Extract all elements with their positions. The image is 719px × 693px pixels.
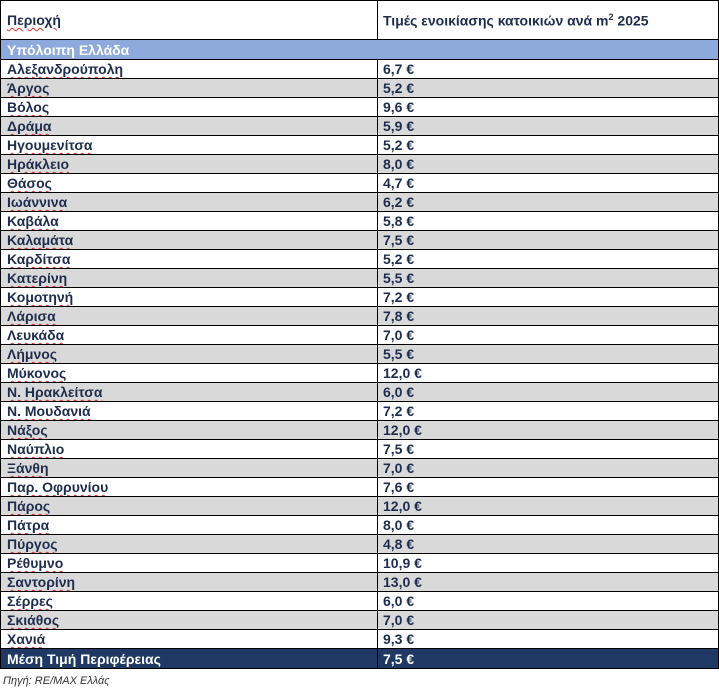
region-name: Ν. Μουδανιά: [7, 403, 91, 419]
table-row: [1, 516, 719, 535]
region-name: Κομοτηνή: [7, 289, 74, 305]
region-name: Ν. Ηρακλείτσα: [7, 384, 103, 400]
region-name: Ναύπλιο: [7, 441, 65, 457]
price-cell[interactable]: [378, 307, 719, 326]
header-price-sup: 2: [608, 11, 614, 22]
price-cell[interactable]: [378, 573, 719, 592]
price-value: 5,5 €: [383, 346, 415, 362]
price-cell[interactable]: [378, 174, 719, 193]
table-row: [1, 554, 719, 573]
region-name: Παρ. Οφρυνίου: [7, 479, 109, 495]
region-name: Καλαμάτα: [7, 232, 74, 248]
price-value: 7,5 €: [383, 232, 415, 248]
region-name: Ηγουμενίτσα: [7, 137, 93, 153]
table-row: [1, 307, 719, 326]
table-row: [1, 440, 719, 459]
table-row: [1, 250, 719, 269]
price-value: 12,0 €: [383, 498, 422, 514]
table-row: [1, 231, 719, 250]
price-cell[interactable]: [378, 535, 719, 554]
region-name: Λευκάδα: [7, 327, 65, 343]
table-row: [1, 573, 719, 592]
table-row: [1, 611, 719, 630]
region-cell[interactable]: [1, 459, 378, 478]
price-cell[interactable]: [378, 592, 719, 611]
price-cell[interactable]: [378, 98, 719, 117]
table-row: [1, 478, 719, 497]
table-row: [1, 155, 719, 174]
average-label-cell[interactable]: [1, 649, 378, 669]
region-name: Δράμα: [7, 118, 52, 134]
price-value: 7,2 €: [383, 403, 415, 419]
region-cell[interactable]: [1, 345, 378, 364]
price-value: 7,0 €: [383, 460, 415, 476]
price-cell[interactable]: [378, 60, 719, 79]
table-row: [1, 402, 719, 421]
header-region[interactable]: [1, 1, 378, 40]
region-cell[interactable]: [1, 98, 378, 117]
price-cell[interactable]: [378, 611, 719, 630]
table-row: [1, 630, 719, 649]
region-cell[interactable]: [1, 136, 378, 155]
region-name: Σέρρες: [7, 593, 53, 609]
region-cell[interactable]: [1, 478, 378, 497]
region-name: Καβάλα: [7, 213, 59, 229]
price-value: 6,2 €: [383, 194, 415, 210]
price-value: 8,0 €: [383, 156, 415, 172]
average-price: 7,5 €: [383, 650, 415, 667]
price-value: 5,9 €: [383, 118, 415, 134]
region-cell[interactable]: [1, 421, 378, 440]
section-title-cell[interactable]: [1, 40, 719, 60]
table-row: [1, 383, 719, 402]
price-value: 10,9 €: [383, 555, 422, 571]
price-value: 5,2 €: [383, 137, 415, 153]
price-value: 5,8 €: [383, 213, 415, 229]
region-cell[interactable]: [1, 155, 378, 174]
region-name: Χανιά: [7, 631, 46, 647]
average-label: Μέση Τιμή Περιφέρειας: [7, 650, 161, 667]
price-cell[interactable]: [378, 383, 719, 402]
table-row: [1, 117, 719, 136]
price-value: 7,0 €: [383, 327, 415, 343]
table-row: [1, 269, 719, 288]
price-cell[interactable]: [378, 250, 719, 269]
price-cell[interactable]: [378, 459, 719, 478]
price-value: 9,3 €: [383, 631, 415, 647]
region-cell[interactable]: [1, 440, 378, 459]
price-value: 7,2 €: [383, 289, 415, 305]
price-cell[interactable]: [378, 326, 719, 345]
region-name: Ηράκλειο: [7, 156, 70, 172]
header-price[interactable]: [378, 1, 719, 40]
table-row: [1, 459, 719, 478]
region-cell[interactable]: [1, 573, 378, 592]
price-value: 8,0 €: [383, 517, 415, 533]
region-cell[interactable]: [1, 497, 378, 516]
price-value: 4,8 €: [383, 536, 415, 552]
average-row: [1, 649, 719, 669]
price-cell[interactable]: [378, 421, 719, 440]
table-row: [1, 535, 719, 554]
price-cell[interactable]: [378, 402, 719, 421]
region-name: Νάξος: [7, 422, 48, 438]
section-row: [1, 40, 719, 60]
table-row: [1, 288, 719, 307]
region-name: Θάσος: [7, 175, 52, 191]
header-price-label: Τιμές ενοικίασης κατοικιών ανά m: [383, 12, 609, 29]
header-region-label: Περιοχή: [7, 12, 61, 28]
price-cell[interactable]: [378, 288, 719, 307]
price-value: 7,5 €: [383, 441, 415, 457]
price-cell[interactable]: [378, 554, 719, 573]
table-row: [1, 212, 719, 231]
price-value: 7,8 €: [383, 308, 415, 324]
table-row: [1, 364, 719, 383]
region-cell[interactable]: [1, 516, 378, 535]
price-cell[interactable]: [378, 212, 719, 231]
region-name: Πύργος: [7, 536, 58, 552]
price-value: 4,7 €: [383, 175, 415, 191]
region-name: Ιωάννινα: [7, 194, 68, 210]
region-cell[interactable]: [1, 554, 378, 573]
table-row: [1, 174, 719, 193]
region-cell[interactable]: [1, 364, 378, 383]
region-name: Σαντορίνη: [7, 574, 76, 590]
region-cell[interactable]: [1, 231, 378, 250]
source-note: Πηγή: RE/MAX Ελλάς: [3, 675, 110, 687]
table-row: [1, 592, 719, 611]
region-cell[interactable]: [1, 383, 378, 402]
region-cell[interactable]: [1, 193, 378, 212]
region-cell[interactable]: [1, 326, 378, 345]
region-name: Πάτρα: [7, 517, 50, 533]
price-value: 5,5 €: [383, 270, 415, 286]
price-cell[interactable]: [378, 440, 719, 459]
price-cell[interactable]: [378, 630, 719, 649]
region-name: Άργος: [7, 80, 50, 96]
price-cell[interactable]: [378, 497, 719, 516]
table-row: [1, 497, 719, 516]
region-name: Ξάνθη: [7, 460, 49, 476]
region-name: Ρέθυμνο: [7, 555, 64, 571]
price-cell[interactable]: [378, 478, 719, 497]
region-name: Λάρισα: [7, 308, 56, 324]
region-cell[interactable]: [1, 592, 378, 611]
price-value: 5,2 €: [383, 80, 415, 96]
region-cell[interactable]: [1, 250, 378, 269]
price-cell[interactable]: [378, 117, 719, 136]
table-row: [1, 193, 719, 212]
price-value: 12,0 €: [383, 422, 422, 438]
table-row: [1, 345, 719, 364]
region-cell[interactable]: [1, 402, 378, 421]
table-row: [1, 421, 719, 440]
price-value: 6,0 €: [383, 593, 415, 609]
average-price-cell[interactable]: [378, 649, 719, 669]
table-row: [1, 98, 719, 117]
price-cell[interactable]: [378, 516, 719, 535]
region-name: Αλεξανδρούπολη: [7, 61, 124, 77]
region-name: Μύκονος: [7, 365, 67, 381]
region-name: Βόλος: [7, 99, 50, 115]
region-cell[interactable]: [1, 611, 378, 630]
price-value: 6,7 €: [383, 61, 415, 77]
region-name: Λήμνος: [7, 346, 58, 362]
region-cell[interactable]: [1, 174, 378, 193]
price-cell[interactable]: [378, 136, 719, 155]
price-value: 6,0 €: [383, 384, 415, 400]
header-price-year: 2025: [613, 12, 649, 29]
region-cell[interactable]: [1, 117, 378, 136]
price-cell[interactable]: [378, 79, 719, 98]
table-row: [1, 60, 719, 79]
price-cell[interactable]: [378, 193, 719, 212]
price-value: 5,2 €: [383, 251, 415, 267]
table-row: [1, 326, 719, 345]
price-value: 7,0 €: [383, 612, 415, 628]
region-cell[interactable]: [1, 212, 378, 231]
header-row: [1, 1, 719, 40]
price-value: 12,0 €: [383, 365, 422, 381]
price-cell[interactable]: [378, 345, 719, 364]
region-cell[interactable]: [1, 269, 378, 288]
price-value: 7,6 €: [383, 479, 415, 495]
price-cell[interactable]: [378, 269, 719, 288]
region-cell[interactable]: [1, 288, 378, 307]
region-cell[interactable]: [1, 630, 378, 649]
region-name: Σκιάθος: [7, 612, 60, 628]
table-row: [1, 136, 719, 155]
table-row: [1, 79, 719, 98]
section-title: Υπόλοιπη Ελλάδα: [7, 41, 130, 58]
region-cell[interactable]: [1, 307, 378, 326]
region-name: Πάρος: [7, 498, 51, 514]
price-value: 13,0 €: [383, 574, 422, 590]
region-name: Καρδίτσα: [7, 251, 71, 267]
price-value: 9,6 €: [383, 99, 415, 115]
region-name: Κατερίνη: [7, 270, 68, 286]
region-cell[interactable]: [1, 60, 378, 79]
price-cell[interactable]: [378, 155, 719, 174]
region-cell[interactable]: [1, 79, 378, 98]
price-cell[interactable]: [378, 231, 719, 250]
region-cell[interactable]: [1, 535, 378, 554]
price-cell[interactable]: [378, 364, 719, 383]
